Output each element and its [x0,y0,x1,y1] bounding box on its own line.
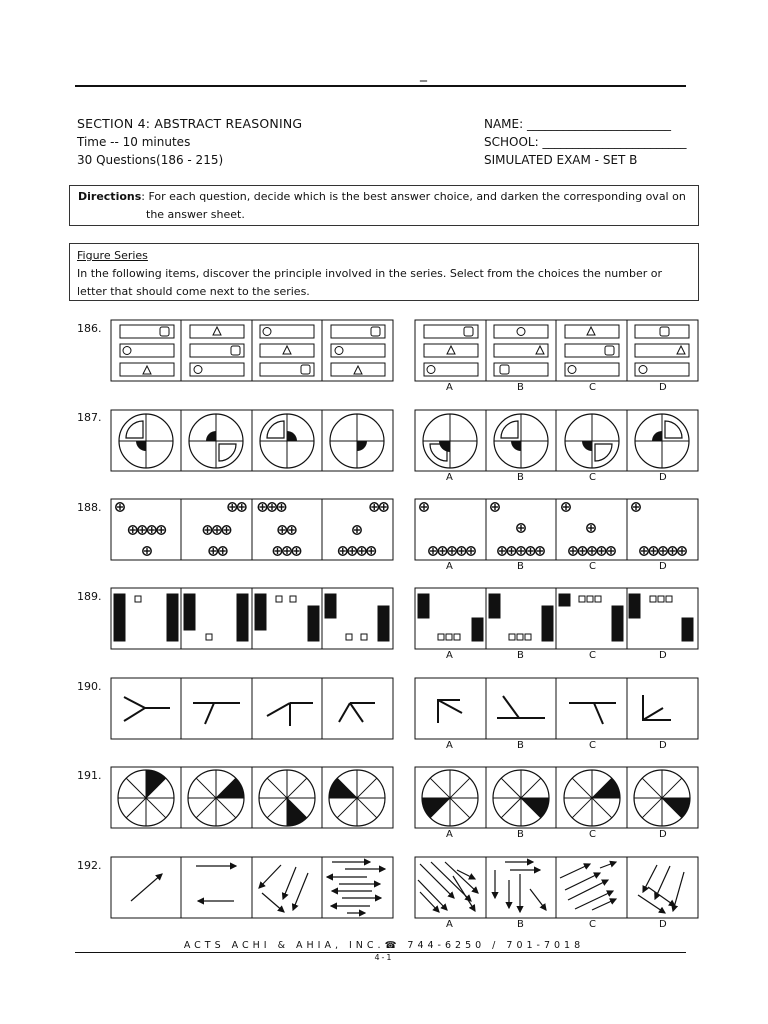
q190-figures [124,695,671,726]
option-label-c: C [589,829,596,840]
figure-series-line-2: letter that should come next to the series. [77,285,310,298]
option-label-a: A [446,740,453,751]
option-label-d: D [659,740,667,751]
question-number-188: 188. [77,501,102,514]
option-label-a: A [446,919,453,930]
option-label-d: D [659,561,667,572]
option-label-d: D [659,382,667,393]
option-label-d: D [659,650,667,661]
question-number-191: 191. [77,769,102,782]
exam-label: SIMULATED EXAM - SET B [484,153,638,167]
directions-label: Directions [78,190,142,203]
option-label-b: B [517,650,524,661]
name-field-label: NAME: ________________________ [484,117,671,131]
time-limit: Time -- 10 minutes [77,135,191,149]
option-label-c: C [589,382,596,393]
option-label-b: B [517,382,524,393]
option-label-c: C [589,919,596,930]
question-number-186: 186. [77,322,102,335]
option-label-a: A [446,472,453,483]
q187-figures [119,414,689,468]
option-label-c: C [589,740,596,751]
q192-figures [131,862,684,913]
question-range: 30 Questions(186 - 215) [77,153,224,167]
directions-text-2: the answer sheet. [146,208,245,221]
option-label-a: A [446,829,453,840]
option-label-b: B [517,472,524,483]
q186-figures [120,325,689,376]
option-label-b: B [517,740,524,751]
q189-figures [114,594,693,641]
footer-company: ACTS ACHI & AHIA, INC.☎ 744-6250 / 701-7018 [183,940,585,951]
header-dash: _ [420,66,427,82]
option-label-b: B [517,919,524,930]
option-label-a: A [446,561,453,572]
question-number-190: 190. [77,680,102,693]
option-label-b: B [517,561,524,572]
question-number-192: 192. [77,859,102,872]
option-label-d: D [659,919,667,930]
section-title: SECTION 4: ABSTRACT REASONING [77,116,303,131]
q188-figures [116,503,686,555]
option-label-c: C [589,650,596,661]
question-number-187: 187. [77,411,102,424]
directions-text-1: : For each question, decide which is the best answer choice, and darken the corresponding oval on [141,190,686,203]
figure-series-line-1: In the following items, discover the principle involved in the series. Select from the choices the number or [77,267,662,280]
option-label-c: C [589,472,596,483]
page-number: 4-1 [374,953,394,962]
school-field-label: SCHOOL: ________________________ [484,135,687,149]
option-label-a: A [446,650,453,661]
option-label-a: A [446,382,453,393]
q191-figures [118,770,690,826]
figure-series-title: Figure Series [77,249,148,262]
option-label-d: D [659,829,667,840]
option-label-c: C [589,561,596,572]
option-label-b: B [517,829,524,840]
question-number-189: 189. [77,590,102,603]
option-label-d: D [659,472,667,483]
